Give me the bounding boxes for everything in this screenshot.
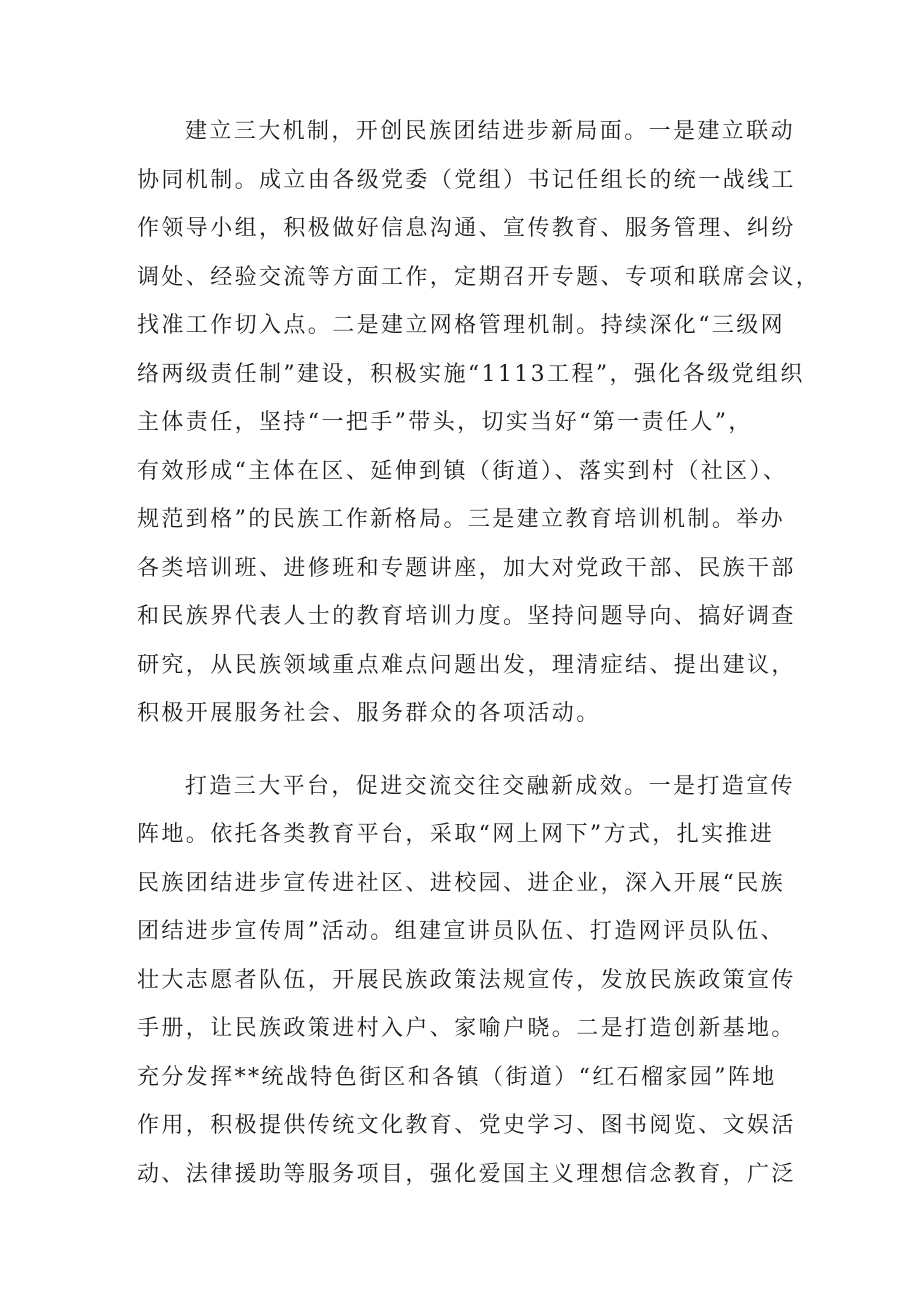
text-line: 阵地。依托各类教育平台，采取“网上网下”方式，扎实推进 xyxy=(137,822,775,847)
text-line: 调处、经验交流等方面工作，定期召开专题、专项和联席会议， xyxy=(137,264,821,290)
paragraph-three-platforms xyxy=(137,763,796,1200)
text-line: 络两级责任制”建设，积极实施“1113工程”，强化各级党组织 xyxy=(137,361,805,387)
paragraph-three-mechanisms xyxy=(137,108,821,739)
text-line: 积极开展服务社会、服务群众的各项活动。 xyxy=(137,701,601,726)
text-line: 手册，让民族政策进村入户、家喻户晓。二是打造创新基地。 xyxy=(137,1016,796,1041)
text-line: 找准工作切入点。二是建立网格管理机制。持续深化“三级网 xyxy=(137,313,786,338)
text-line: 协同机制。成立由各级党委（党组）书记任组长的统一战线工 xyxy=(137,167,796,193)
text-line: 作用，积极提供传统文化教育、党史学习、图书阅览、文娱活 xyxy=(137,1113,796,1138)
text-line: 打造三大平台，促进交流交往交融新成效。一是打造宣传 xyxy=(185,773,796,799)
text-line: 作领导小组，积极做好信息沟通、宣传教育、服务管理、纠纷 xyxy=(137,216,796,241)
text-line: 民族团结进步宣传进社区、进校园、进企业，深入开展“民族 xyxy=(137,870,786,896)
text-line: 研究，从民族领域重点难点问题出发，理清症结、提出建议， xyxy=(137,652,796,678)
text-line: 动、法律援助等服务项目，强化爱国主义理想信念教育，广泛 xyxy=(137,1161,796,1187)
text-line: 充分发挥**统战特色街区和各镇（街道）“红石榴家园”阵地 xyxy=(137,1064,777,1090)
text-line: 各类培训班、进修班和专题讲座，加大对党政干部、民族干部 xyxy=(137,555,796,581)
text-line: 建立三大机制，开创民族团结进步新局面。一是建立联动 xyxy=(185,119,796,144)
text-line: 和民族界代表人士的教育培训力度。坚持问题导向、搞好调查 xyxy=(137,604,796,629)
document-body xyxy=(137,108,821,1199)
text-line: 团结进步宣传周”活动。组建宣讲员队伍、打造网评员队伍、 xyxy=(137,919,786,944)
text-line: 有效形成“主体在区、延伸到镇（街道）、落实到村（社区）、 xyxy=(137,458,788,484)
text-line: 主体责任，坚持“一把手”带头，切实当好“第一责任人”， xyxy=(137,410,753,435)
text-line: 壮大志愿者队伍，开展民族政策法规宣传，发放民族政策宣传 xyxy=(137,967,796,993)
text-line: 规范到格”的民族工作新格局。三是建立教育培训机制。举办 xyxy=(137,507,786,532)
